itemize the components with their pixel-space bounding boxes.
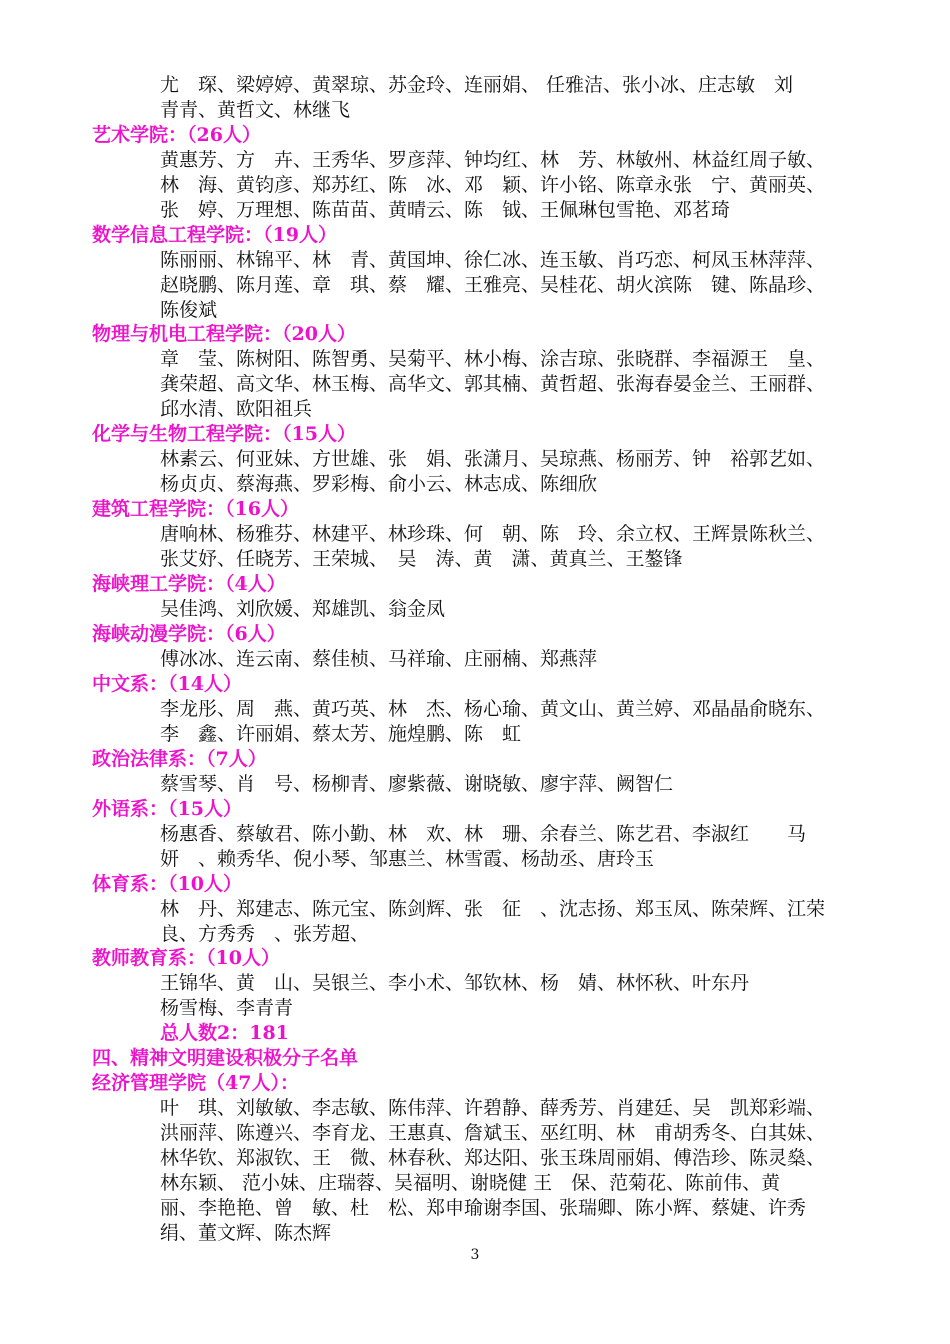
total-count: 总人数2：181 [160,1022,289,1044]
name-line: 洪丽萍、陈遵兴、李育龙、王惠真、詹斌玉、巫红明、林 甫胡秀冬、白其妹、 [160,1122,826,1144]
name-line: 章 莹、陈树阳、陈智勇、吴菊平、林小梅、涂吉琼、张晓群、李福源王 皇、 [160,348,826,370]
name-line: 李 鑫、许丽娟、蔡太芳、施煌鹏、陈 虹 [160,723,522,745]
name-line: 杨贞贞、蔡海燕、罗彩梅、俞小云、林志成、陈细欣 [160,473,598,495]
section-heading: 政治法律系：（7人） [92,748,267,770]
name-line: 龚荣超、高文华、林玉梅、高华文、郭其楠、黄哲超、张海春晏金兰、王丽群、 [160,373,826,395]
name-line: 良、方秀秀 、张芳超、 [160,923,370,945]
name-line: 李龙彤、周 燕、黄巧英、林 杰、杨心瑜、黄文山、黄兰婷、邓晶晶俞晓东、 [160,698,826,720]
name-line: 唐响林、杨雅芬、林建平、林珍珠、何 朝、陈 玲、余立权、王辉景陈秋兰、 [160,523,826,545]
name-line: 陈俊斌 [160,299,218,321]
name-line: 丽、李艳艳、曾 敏、杜 松、郑申瑜谢李国、张瑞卿、陈小辉、蔡婕、许秀 [160,1197,807,1219]
name-line: 叶 琪、刘敏敏、李志敏、陈伟萍、许碧静、薛秀芳、肖建廷、吴 凯郑彩端、 [160,1097,826,1119]
name-line: 杨雪梅、李青青 [160,997,294,1019]
name-line: 林东颖、 范小妹、庄瑞蓉、吴福明、谢晓健 王 保、范菊花、陈前伟、黄 [160,1172,781,1194]
name-line: 傅冰冰、连云南、蔡佳桢、马祥瑜、庄丽楠、郑燕萍 [160,648,598,670]
section-heading: 建筑工程学院：（16人） [92,498,299,520]
part-heading: 四、精神文明建设积极分子名单 [92,1047,359,1069]
name-line: 青青、黄哲文、林继飞 [160,99,351,121]
section-heading: 教师教育系：（10人） [92,947,280,969]
name-line: 张艾妤、任晓芳、王荣城、 吴 涛、黄 潇、黄真兰、王鏊锋 [160,548,683,570]
name-line: 邱水清、欧阳祖兵 [160,398,313,420]
section-heading: 外语系：（15人） [92,798,242,820]
name-line: 赵晓鹏、陈月莲、章 琪、蔡 耀、王雅亮、吴桂花、胡火滨陈 键、陈晶珍、 [160,274,826,296]
page-number: 3 [470,1247,480,1263]
section-heading: 中文系：（14人） [92,673,242,695]
name-line: 陈丽丽、林锦平、林 青、黄国坤、徐仁冰、连玉敏、肖巧恋、柯凤玉林萍萍、 [160,249,826,271]
name-line: 妍 、赖秀华、倪小琴、邹惠兰、林雪霞、杨劼丞、唐玲玉 [160,848,655,870]
section-heading: 化学与生物工程学院：（15人） [92,423,356,445]
name-line: 林 海、黄钧彦、郑苏红、陈 冰、邓 颖、许小铭、陈章永张 宁、黄丽英、 [160,174,826,196]
name-line: 杨惠香、蔡敏君、陈小勤、林 欢、林 珊、余春兰、陈艺君、李淑红 马 [160,823,807,845]
section-heading: 数学信息工程学院：（19人） [92,224,337,246]
name-line: 尤 琛、梁婷婷、黄翠琼、苏金玲、连丽娟、 任雅洁、张小冰、庄志敏 刘 [160,74,794,96]
name-line: 林 丹、郑建志、陈元宝、陈剑辉、张 征 、沈志扬、郑玉凤、陈荣辉、江荣 [160,898,826,920]
section-heading: 海峡理工学院：（4人） [92,573,286,595]
section-heading: 海峡动漫学院：（6人） [92,623,286,645]
section-heading: 体育系：（10人） [92,873,242,895]
name-line: 蔡雪琴、肖 号、杨柳青、廖紫薇、谢晓敏、廖宇萍、阙智仁 [160,773,674,795]
name-line: 王锦华、黄 山、吴银兰、李小术、邹钦林、杨 婧、林怀秋、叶东丹 [160,972,750,994]
name-line: 绢、董文辉、陈杰辉 [160,1222,332,1244]
section-heading: 物理与机电工程学院：（20人） [92,323,356,345]
name-line: 黄惠芳、方 卉、王秀华、罗彦萍、钟均红、林 芳、林敏州、林益红周子敏、 [160,149,826,171]
name-line: 张 婷、万理想、陈苗苗、黄晴云、陈 钺、王佩琳包雪艳、邓茗琦 [160,199,731,221]
section-heading: 经济管理学院（47人）： [92,1072,299,1094]
name-line: 吴佳鸿、刘欣媛、郑雄凯、翁金凤 [160,598,446,620]
name-line: 林华钦、郑淑钦、王 微、林春秋、郑达阳、张玉珠周丽娟、傅浩珍、陈灵燊、 [160,1147,826,1169]
name-line: 林素云、何亚妹、方世雄、张 娟、张潇月、吴琼燕、杨丽芳、钟 裕郭艺如、 [160,448,826,470]
section-heading: 艺术学院：（26人） [92,124,261,146]
